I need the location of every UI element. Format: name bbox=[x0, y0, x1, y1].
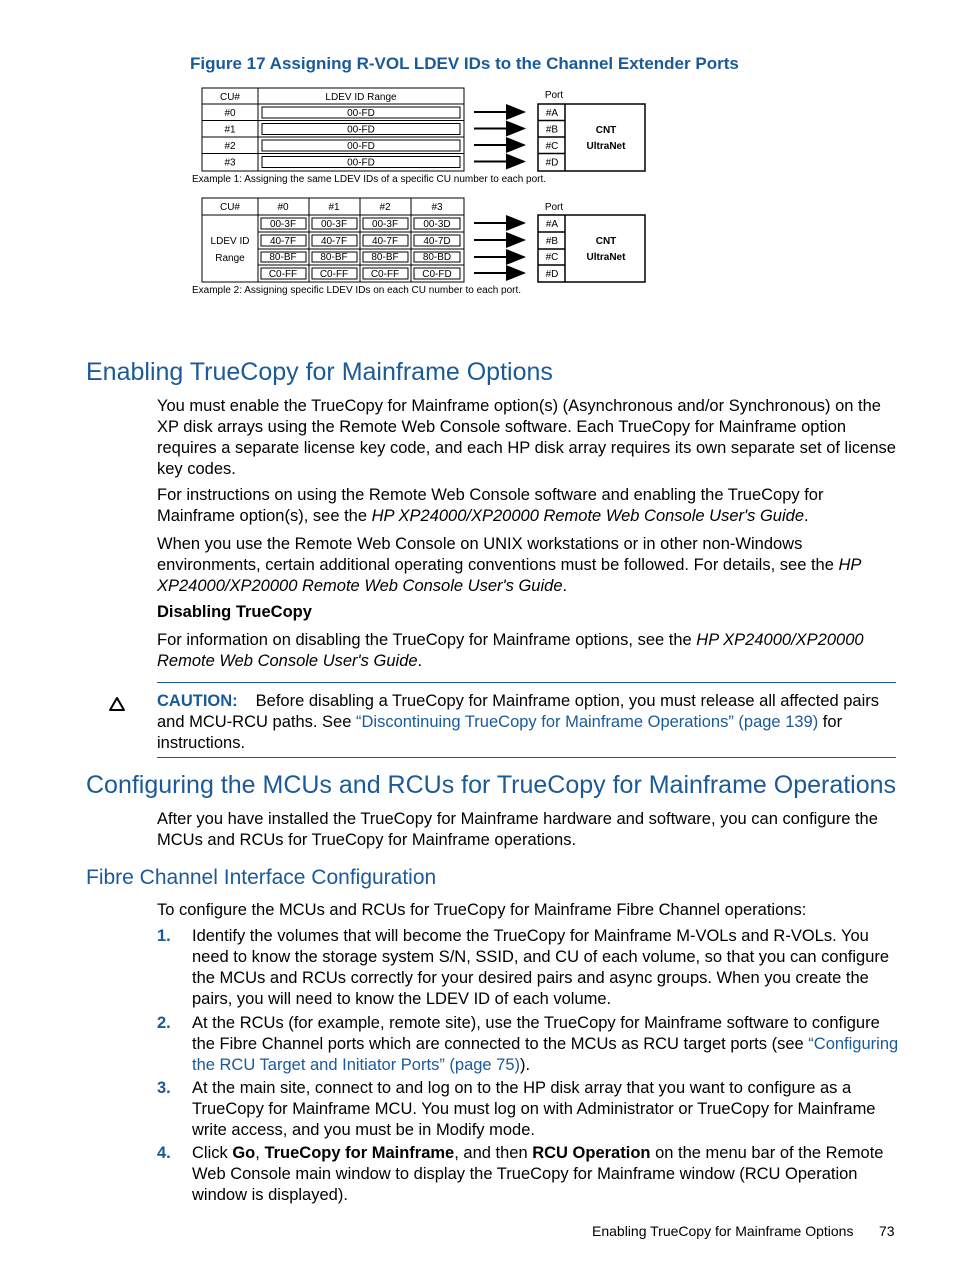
guide-reference: HP XP24000/XP20000 Remote Web Console User's Guide bbox=[371, 507, 805, 525]
caution-label: CAUTION: bbox=[157, 692, 238, 710]
figure-caption: Figure 17 Assigning R-VOL LDEV IDs to the Channel Extender Ports bbox=[190, 54, 739, 73]
figure-diagram bbox=[188, 84, 650, 300]
example1-cu-3: #3 bbox=[224, 157, 236, 169]
example1-port-c: #C bbox=[545, 141, 559, 152]
example2-port-c: #C bbox=[545, 252, 559, 263]
step-text: Click Go, TrueCopy for Mainframe, and then RCU Operation on the menu bar of the Remote Web Console main window to display the TrueCopy for Mainframe window (RCU Operation window is displayed). bbox=[192, 1144, 884, 1204]
menu-truecopy: TrueCopy for Mainframe bbox=[264, 1144, 455, 1162]
example2-cell: C0-FF bbox=[268, 269, 298, 280]
example1-range-1: 00-FD bbox=[347, 124, 375, 136]
step-text: Identify the volumes that will become the TrueCopy for Mainframe M-VOLs and R-VOLs. You need to know the storage system S/N, SSID, and CU of each volume, so that you can configure the MCUs and RCUs correctly for your desired pairs and async groups. When you create the pairs, you will need to know the LDEV ID of each volume. bbox=[192, 927, 890, 1008]
example1-port-a: #A bbox=[545, 108, 559, 119]
example2-cell: 80-BD bbox=[422, 252, 452, 263]
example2-cell: 40-7F bbox=[371, 236, 399, 247]
example2-device-name: CNT bbox=[595, 236, 617, 247]
example2-cell: C0-FF bbox=[319, 269, 349, 280]
paragraph-after-install: After you have installed the TrueCopy for Mainframe hardware and software, you can configure the MCUs and RCUs for TrueCopy for Mainframe operations. bbox=[157, 810, 878, 849]
step-number: 3. bbox=[157, 1079, 171, 1097]
example1-cu-1: #1 bbox=[224, 124, 236, 136]
paragraph-unix-conventions: When you use the Remote Web Console on UNIX workstations or in other non-Windows environments, certain additional operating conventions must be followed. For details, see the HP XP24000/XP20000 Remote Web Console User's Guide. bbox=[157, 535, 861, 595]
example2-cell: 40-7F bbox=[269, 236, 297, 247]
example2-col-1: #1 bbox=[328, 202, 340, 213]
example2-arrows bbox=[474, 223, 524, 273]
step-number: 1. bbox=[157, 927, 171, 945]
paragraph-disabling: For information on disabling the TrueCopy for Mainframe options, see the HP XP24000/XP20000 Remote Web Console User's Guide. bbox=[157, 631, 864, 670]
example2-cell: 80-BF bbox=[320, 252, 348, 263]
example1-cu-2: #2 bbox=[224, 141, 236, 152]
example2-row-label-bottom: Range bbox=[215, 253, 245, 264]
menu-rcu-operation: RCU Operation bbox=[532, 1144, 651, 1162]
caution-top-rule bbox=[157, 682, 896, 683]
example2-cell: 00-3F bbox=[371, 219, 399, 230]
paragraph-enable-options: You must enable the TrueCopy for Mainframe option(s) (Asynchronous and/or Synchronous) on the XP disk arrays using the Remote Web Console software. Each TrueCopy for Mainframe option requires a separate license key code, and each HP disk array requires its own separate set of license key codes. bbox=[157, 397, 896, 478]
guide-reference: HP XP24000/XP20000 Remote Web Console User's Guide bbox=[157, 556, 861, 595]
example2-cell: 40-7F bbox=[320, 236, 348, 247]
discontinuing-link[interactable]: “Discontinuing TrueCopy for Mainframe Operations” (page 139) bbox=[356, 713, 819, 731]
example2-cell: 00-3F bbox=[320, 219, 348, 230]
example2-cell: 40-7D bbox=[423, 236, 451, 247]
caution-note: CAUTION: Before disabling a TrueCopy for Mainframe option, you must release all affected pairs and MCU-RCU paths. See “Discontinuing TrueCopy for Mainframe Operations” (page 139) for instructions. bbox=[157, 692, 880, 752]
example2-col-0: #0 bbox=[277, 202, 289, 213]
example2-cell: 00-3D bbox=[423, 219, 451, 230]
caution-icon bbox=[108, 696, 126, 712]
step-number: 4. bbox=[157, 1144, 171, 1162]
example1-device-model: UltraNet bbox=[586, 141, 626, 152]
example2-cell: 00-3F bbox=[269, 219, 297, 230]
example1-port-b: #B bbox=[545, 124, 559, 136]
page-number: 73 bbox=[879, 1223, 895, 1239]
example1-caption: Example 1: Assigning the same LDEV IDs of a specific CU number to each port. bbox=[192, 174, 547, 185]
caution-bottom-rule bbox=[157, 757, 896, 758]
example1-range-2: 00-FD bbox=[347, 141, 375, 152]
example1-device-name: CNT bbox=[595, 125, 617, 136]
guide-reference: HP XP24000/XP20000 Remote Web Console User's Guide bbox=[157, 631, 864, 670]
example2-port-a: #A bbox=[545, 219, 559, 230]
example1-port-d: #D bbox=[545, 157, 559, 169]
example2-col-3: #3 bbox=[431, 202, 443, 213]
paragraph-instructions: For instructions on using the Remote Web Console software and enabling the TrueCopy for Mainframe option(s), see the HP XP24000/XP20000 Remote Web Console User's Guide. bbox=[157, 486, 824, 525]
example2-cu-header: CU# bbox=[219, 202, 241, 213]
example1-range-3: 00-FD bbox=[347, 157, 375, 169]
example2-col-2: #2 bbox=[379, 202, 391, 213]
example2-device-model: UltraNet bbox=[586, 252, 626, 263]
example1-cu-0: #0 bbox=[224, 108, 236, 119]
example1-cu-header: CU# bbox=[219, 92, 241, 103]
example2-cell: 80-BF bbox=[269, 252, 297, 263]
example1-arrows bbox=[474, 112, 524, 162]
example2-port-d: #D bbox=[545, 269, 559, 280]
step-text: At the main site, connect to and log on to the HP disk array that you want to configure as a TrueCopy for Mainframe MCU. You must log on with Administrator or TrueCopy for Mainframe write access, and you must be in Modify mode. bbox=[192, 1079, 876, 1139]
section-heading-enabling: Enabling TrueCopy for Mainframe Options bbox=[86, 358, 553, 386]
configuring-rcu-ports-link[interactable]: “Configuring the RCU Target and Initiator Ports” (page 75) bbox=[192, 1035, 899, 1074]
example2-caption: Example 2: Assigning specific LDEV IDs on each CU number to each port. bbox=[192, 285, 522, 296]
example1-port-header: Port bbox=[544, 90, 564, 101]
example2-port-b: #B bbox=[545, 236, 559, 247]
example2-row-label-top: LDEV ID bbox=[210, 236, 250, 247]
paragraph-fibre-intro: To configure the MCUs and RCUs for TrueCopy for Mainframe Fibre Channel operations: bbox=[157, 901, 807, 919]
section-heading-fibre-channel: Fibre Channel Interface Configuration bbox=[86, 866, 437, 889]
section-heading-configuring: Configuring the MCUs and RCUs for TrueCopy for Mainframe Operations bbox=[86, 771, 897, 799]
example1-range-header: LDEV ID Range bbox=[325, 92, 397, 103]
example2-port-header: Port bbox=[544, 202, 564, 213]
step-text: At the RCUs (for example, remote site), use the TrueCopy for Mainframe software to configure the Fibre Channel ports which are connected to the MCUs as RCU target ports (see “Configuring the RCU Target and Initiator Ports” (page 75)). bbox=[192, 1014, 899, 1074]
example2-cell: 80-BF bbox=[371, 252, 399, 263]
step-number: 2. bbox=[157, 1014, 171, 1032]
footer-section-title: Enabling TrueCopy for Mainframe Options bbox=[592, 1223, 854, 1239]
example2-cell: C0-FF bbox=[370, 269, 400, 280]
example1-range-0: 00-FD bbox=[347, 108, 375, 119]
example2-cell: C0-FD bbox=[422, 269, 452, 280]
menu-go: Go bbox=[232, 1144, 256, 1162]
subheading-disabling: Disabling TrueCopy bbox=[157, 603, 312, 621]
